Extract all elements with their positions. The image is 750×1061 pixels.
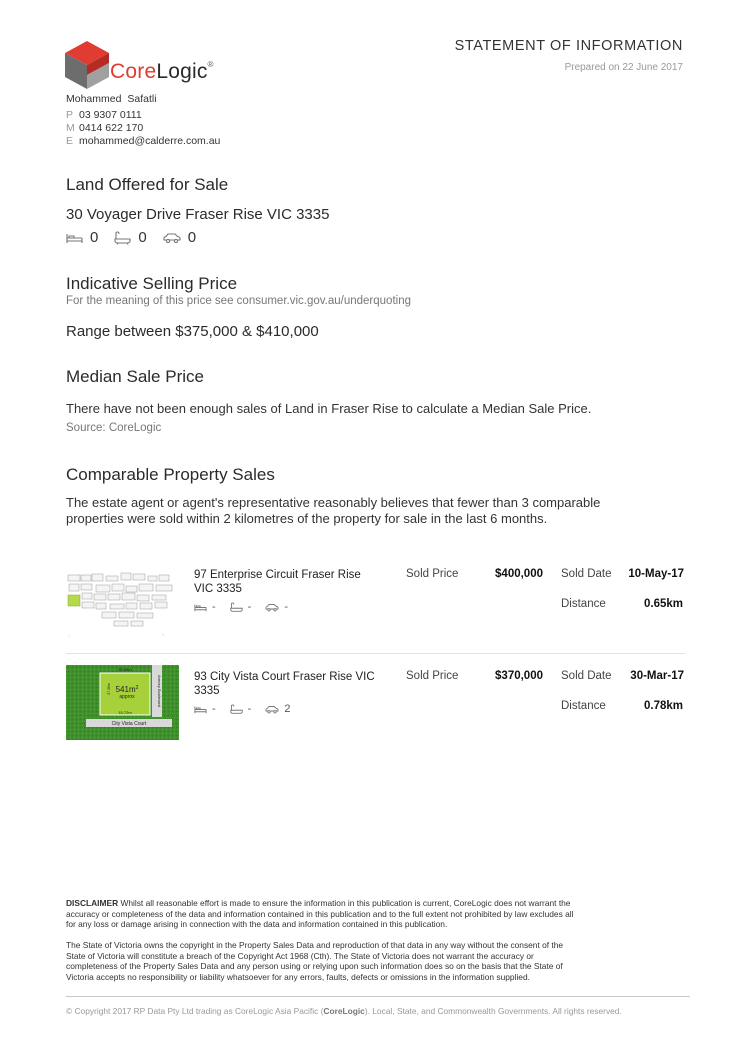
disclaimer-label: DISCLAIMER [66,898,119,908]
comparable-2-features [194,703,304,715]
car-feature [163,229,196,246]
bed-count: 0 [90,229,99,246]
plan-top-dim: 20.05m [118,667,132,672]
comparable-divider [66,653,685,654]
footer-brand: CoreLogic [323,1006,365,1016]
bath-icon [114,231,131,245]
corelogic-cube-icon [65,41,109,89]
comparable-1-features [194,601,302,613]
comparable-2-sold-date: 30-Mar-17 [630,670,684,682]
car-icon [265,705,279,714]
median-source: Source: CoreLogic [66,422,162,434]
bath-feature [230,601,252,613]
indicative-range: Range between $375,000 & $410,000 [66,323,319,340]
document-title: STATEMENT OF INFORMATION [454,38,683,54]
comparable-1-sold-date: 10-May-17 [628,568,684,580]
comparable-1-sold-price-label: Sold Price [406,568,459,580]
comparables-heading: Comparable Property Sales [66,465,275,484]
disclaimer-paragraph-2 [66,940,686,982]
comparables-intro-line1: The estate agent or agent's representative reasonably believes that fewer than 3 comparable [66,495,601,510]
bath-feature [230,703,252,715]
bath-count: 0 [138,229,147,246]
copyright-footer [66,1006,622,1016]
disclaimer-line: State of Victoria will constitute a breach of the Copyright Act 1968 (Cth). The State of Victoria does not warrant the accuracy or [66,950,534,961]
indicative-heading: Indicative Selling Price [66,274,238,293]
agent-mobile [66,122,143,134]
land-heading: Land Offered for Sale [66,175,229,194]
brand-registered: ® [207,60,214,69]
bed-icon [194,705,207,714]
mobile-value: 0414 622 170 [79,122,144,134]
subdivision-plan-image [66,565,179,638]
comparable-2-sold-date-label: Sold Date [561,670,612,682]
bath-icon [230,704,243,715]
land-features [66,229,212,246]
car-icon [163,232,181,244]
disclaimer-line: Whilst all reasonable effort is made to ensure the information in this publication is current, CoreLogic does not warrant the [118,898,571,908]
plan-road-right: Armory Boulevard [157,674,162,708]
bed-icon [194,603,207,612]
brand-core: Core [110,60,157,83]
comparable-1-address-line2: VIC 3335 [194,583,242,595]
mobile-label: M [66,122,75,134]
plan-area-note: approx [119,694,135,700]
disclaimer-line: for any loss or damage arising in connection with the data and information contained in this publication. [66,919,448,930]
brand-logic: Logic [156,60,208,83]
car-count: - [284,601,289,613]
plan-bottom-dim: 15.72m [118,710,132,715]
comparable-1-distance: 0.65km [643,598,683,610]
comparable-1-address[interactable] [194,568,394,596]
comparable-2-sold-price: $370,000 [495,670,543,682]
email-value[interactable]: mohammed@calderre.com.au [79,135,221,147]
car-count: 0 [187,229,197,246]
comparable-1-distance-label: Distance [561,598,606,610]
comparables-intro-line2: properties were sold within 2 kilometres of the property for sale in the last 6 months. [66,511,548,526]
agent-name: Mohammed Safatli [66,93,157,105]
bath-icon [230,602,243,613]
car-feature [265,601,288,613]
bath-count: - [247,703,252,715]
comparable-2-sold-price-label: Sold Price [406,670,459,682]
disclaimer-paragraph-1 [66,898,686,930]
plan-road-bottom: City Vista Court [111,721,147,727]
bed-icon [66,232,83,244]
agent-email [66,135,220,147]
disclaimer-line: completeness of the Property Sales Data and any person using or relying upon such information does so on the basis that the State of [66,961,563,972]
footer-divider [66,996,690,997]
car-count: 2 [284,703,291,715]
email-label: E [66,135,74,147]
comparable-2-address-line2: 3335 [194,685,220,697]
bed-feature [194,601,216,613]
phone-value: 03 9307 0111 [79,109,142,121]
comparable-2-distance: 0.78km [643,700,683,712]
disclaimer-line: accuracy or completeness of the data and information contained in this publication and to the full extent not prohibited by law excludes all [66,908,574,919]
lot-plan-image [66,665,179,740]
disclaimer-line: Victoria accepts no responsibility or liability whatsoever for any errors, faults, defects or omissions in the information supplied. [66,971,530,982]
car-icon [265,603,279,612]
comparable-2-plan-image [66,665,179,740]
bed-feature [194,703,216,715]
bed-feature [66,229,98,246]
indicative-note: For the meaning of this price see consumer.vic.gov.au/underquoting [66,295,411,307]
comparable-2-address-line1: 93 City Vista Court Fraser Rise VIC [194,671,375,683]
comparable-2-distance-label: Distance [561,700,606,712]
plan-side-dim: 27.36m [107,683,111,695]
comparable-1-sold-price: $400,000 [495,568,543,580]
phone-label: P [66,109,74,121]
bed-count: - [212,601,216,613]
bed-count: - [212,703,216,715]
disclaimer-line: The State of Victoria owns the copyright in the Property Sales Data and reproduction of that data in any way without the consent of the [66,940,564,950]
agent-phone [66,109,142,121]
comparable-2-address[interactable] [194,670,394,698]
comparable-1-address-line1: 97 Enterprise Circuit Fraser Rise [194,569,361,581]
car-feature [265,703,290,715]
prepared-date: Prepared on 22 June 2017 [564,62,683,73]
bath-feature [114,229,146,246]
median-text: There have not been enough sales of Land in Fraser Rise to calculate a Median Sale Price. [66,401,592,416]
land-address: 30 Voyager Drive Fraser Rise VIC 3335 [66,206,330,223]
plan-area: $541m^2$ [115,685,139,694]
svg-text:←: ← [68,633,71,637]
bath-count: - [247,601,252,613]
comparable-1-sold-date-label: Sold Date [561,568,612,580]
brand-wordmark [110,60,214,84]
svg-text:↑: ↑ [162,632,164,637]
comparable-1-map-image [66,565,179,638]
median-heading: Median Sale Price [66,367,204,386]
footer-text-pre: © Copyright 2017 RP Data Pty Ltd trading as CoreLogic Asia Pacific ( [66,1006,324,1016]
footer-text-post: ). Local, State, and Commonwealth Governments. All rights reserved. [364,1006,622,1016]
